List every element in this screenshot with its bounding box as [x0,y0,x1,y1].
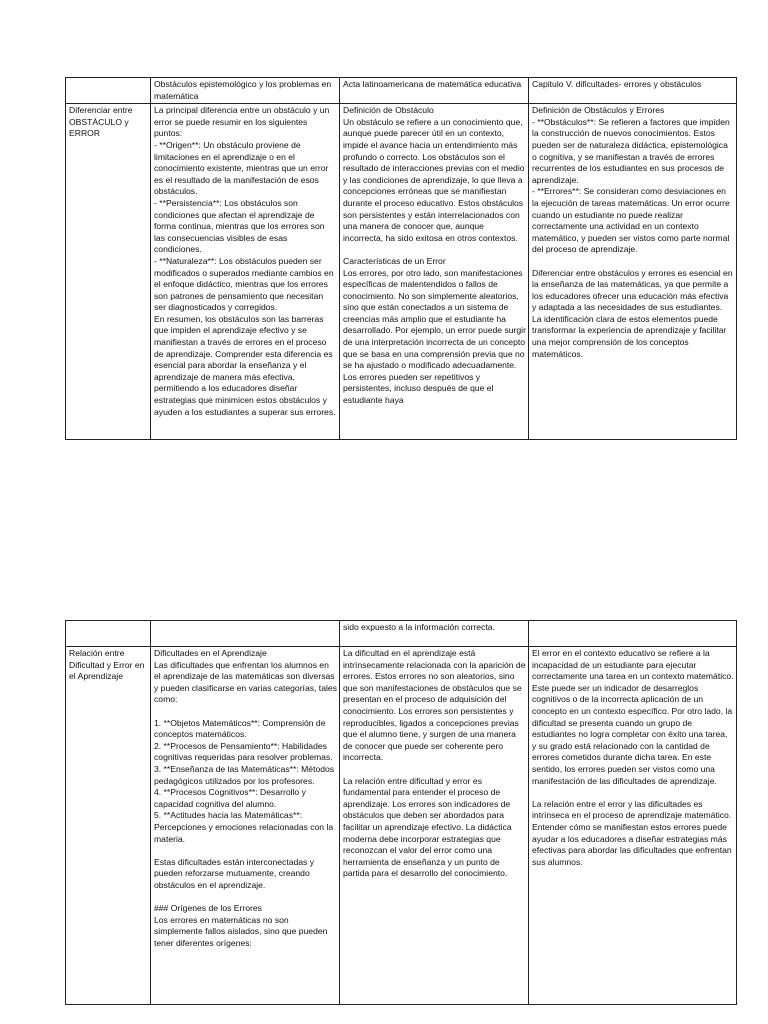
continuation-cell-empty-2 [151,621,340,647]
table-row [66,647,737,1005]
row-label: Diferenciar entre OBSTÁCULO y ERROR [66,104,151,440]
header-cell-empty [66,78,151,104]
cell-source-1: Dificultades en el Aprendizaje Las dificultades que enfrentan los alumnos en el aprendizaje de las matemáticas son diversas y pueden clasificarse en varias categorías, tales como: 1. **Objetos Matemáticos**: Comprensión de conceptos matemáticos. 2. **Procesos de Pensamiento**: Habilidades cognitivas requeridas para resolver problemas. 3. **Enseñanza de las Matemáticas**: Métodos pedagógicos utilizados por los profesores. 4. **Procesos Cognitivos**: Desarrollo y capacidad cognitiva del alumno. 5. **Actitudes hacia las Matemáticas**: Percepciones y emociones relacionadas con la materia. Estas dificultades están interconectadas y pueden reforzarse mutuamente, creando obstáculos en el aprendizaje. ### Orígenes de los Errores Los errores en matemáticas no son simplemente fallos aislados, sino que pueden tener diferentes orígenes: [151,647,340,1005]
cell-source-1: La principal diferencia entre un obstáculo y un error se puede resumir en los siguientes puntos: - **Origen**: Un obstáculo proviene de limitaciones en el aprendizaje o en el conocimiento existente, mientras que un error es el resultado de la manifestación de esos obstáculos. - **Persistencia**: Los obstáculos son condiciones que afectan el aprendizaje de forma continua, mientras que los errores son las consecuencias visibles de esas condiciones. - **Naturaleza**: Los obstáculos pueden ser modificados o superados mediante cambios en el enfoque didáctico, mientras que los errores son patrones de pensamiento que necesitan ser diagnosticados y corregidos. En resumen, los obstáculos son las barreras que impiden el aprendizaje efectivo y se manifiestan a través de errores en el proceso de aprendizaje. Comprender esta diferencia es esencial para abordar la enseñanza y el aprendizaje de manera más efectiva, permitiendo a los educadores diseñar estrategias que minimicen estos obstáculos y ayuden a los estudiantes a superar sus errores. [151,104,340,440]
continuation-cell-empty-3 [529,621,737,647]
continuation-text: sido expuesto a la información correcta. [340,621,529,647]
row-label: Relación entre Dificultad y Error en el Aprendizaje [66,647,151,1005]
cell-source-2: Definición de Obstáculo Un obstáculo se refiere a un conocimiento que, aunque puede parecer útil en un contexto, impide el avance hacia un entendimiento más profundo o correcto. Los obstáculos son el resultado de interacciones previas con el medio y las condiciones de aprendizaje, lo que lleva a concepciones erróneas que se manifiestan durante el proceso educativo. Estos obstáculos son persistentes y están interrelacionados con una manera de conocer que, aunque incorrecta, ha sido exitosa en otros contextos. Características de un Error Los errores, por otro lado, son manifestaciones específicas de malentendidos o fallos de conocimiento. No son simplemente aleatorios, sino que están conectados a un sistema de creencias más amplio que el estudiante ha desarrollado. Por ejemplo, un error puede surgir de una interpretación incorrecta de un concepto que se basa en una comprensión previa que no se ha ajustado o modificado adecuadamente. Los errores pueden ser repetitivos y persistentes, incluso después de que el estudiante haya [340,104,529,440]
header-cell-source-3: Capitulo V. dificultades- errores y obstáculos [529,78,737,104]
continuation-cell-empty-1 [66,621,151,647]
cell-source-3: El error en el contexto educativo se refiere a la incapacidad de un estudiante para ejecutar correctamente una tarea en un contexto matemático. Este puede ser un indicador de desarreglos cognitivos o de la incorrecta aplicación de un concepto en un contexto específico. Por otro lado, la dificultad se presenta cuando un grupo de estudiantes no logra completar con éxito una tarea, y su grado está relacionado con la cantidad de errores cometidos durante dicha tarea. En este sentido, los errores pueden ser vistos como una manifestación de las dificultades de aprendizaje. La relación entre el error y las dificultades es intrínseca en el proceso de aprendizaje matemático. Entender cómo se manifiestan estos errores puede ayudar a los educadores a diseñar estrategias más efectivas para abordar las dificultades que enfrentan sus alumnos. [529,647,737,1005]
comparison-table-page-1 [65,77,737,440]
continuation-row [66,621,737,647]
header-cell-source-2: Acta latinoamericana de matemática educativa [340,78,529,104]
table-row [66,104,737,440]
header-cell-source-1: Obstáculos epistemológico y los problemas en matemática [151,78,340,104]
cell-source-2: La dificultad en el aprendizaje está intrínsecamente relacionada con la aparición de errores. Estos errores no son aleatorios, sino que son manifestaciones de obstáculos que se presentan en el proceso de adquisición del conocimiento. Los errores son persistentes y reproducibles, ligados a concepciones previas que el alumno tiene, y surgen de una manera de conocer que puede ser coherente pero incorrecta. La relación entre dificultad y error es fundamental para entender el proceso de aprendizaje. Los errores son indicadores de obstáculos que deben ser abordados para facilitar un aprendizaje efectivo. La didáctica moderna debe incorporar estrategias que reconozcan el valor del error como una herramienta de enseñanza y un punto de partida para el desarrollo del conocimiento. [340,647,529,1005]
comparison-table-page-2 [65,620,737,1005]
cell-source-3: Definición de Obstáculos y Errores - **Obstáculos**: Se refieren a factores que impiden la construcción de nuevos conocimientos. Estos pueden ser de naturaleza didáctica, epistemológica o cognitiva, y se manifiestan a través de errores recurrentes de los estudiantes en sus procesos de aprendizaje. - **Errores**: Se consideran como desviaciones en la ejecución de tareas matemáticas. Un error ocurre cuando un estudiante no puede realizar correctamente una actividad en un contexto matemático, y pueden ser vistos como parte normal del proceso de aprendizaje. Diferenciar entre obstáculos y errores es esencial en la enseñanza de las matemáticas, ya que permite a los educadores ofrecer una educación más efectiva y adaptada a las necesidades de sus estudiantes. La identificación clara de estos elementos puede transformar la experiencia de aprendizaje y facilitar una mejor comprensión de los conceptos matemáticos. [529,104,737,440]
header-row [66,78,737,104]
